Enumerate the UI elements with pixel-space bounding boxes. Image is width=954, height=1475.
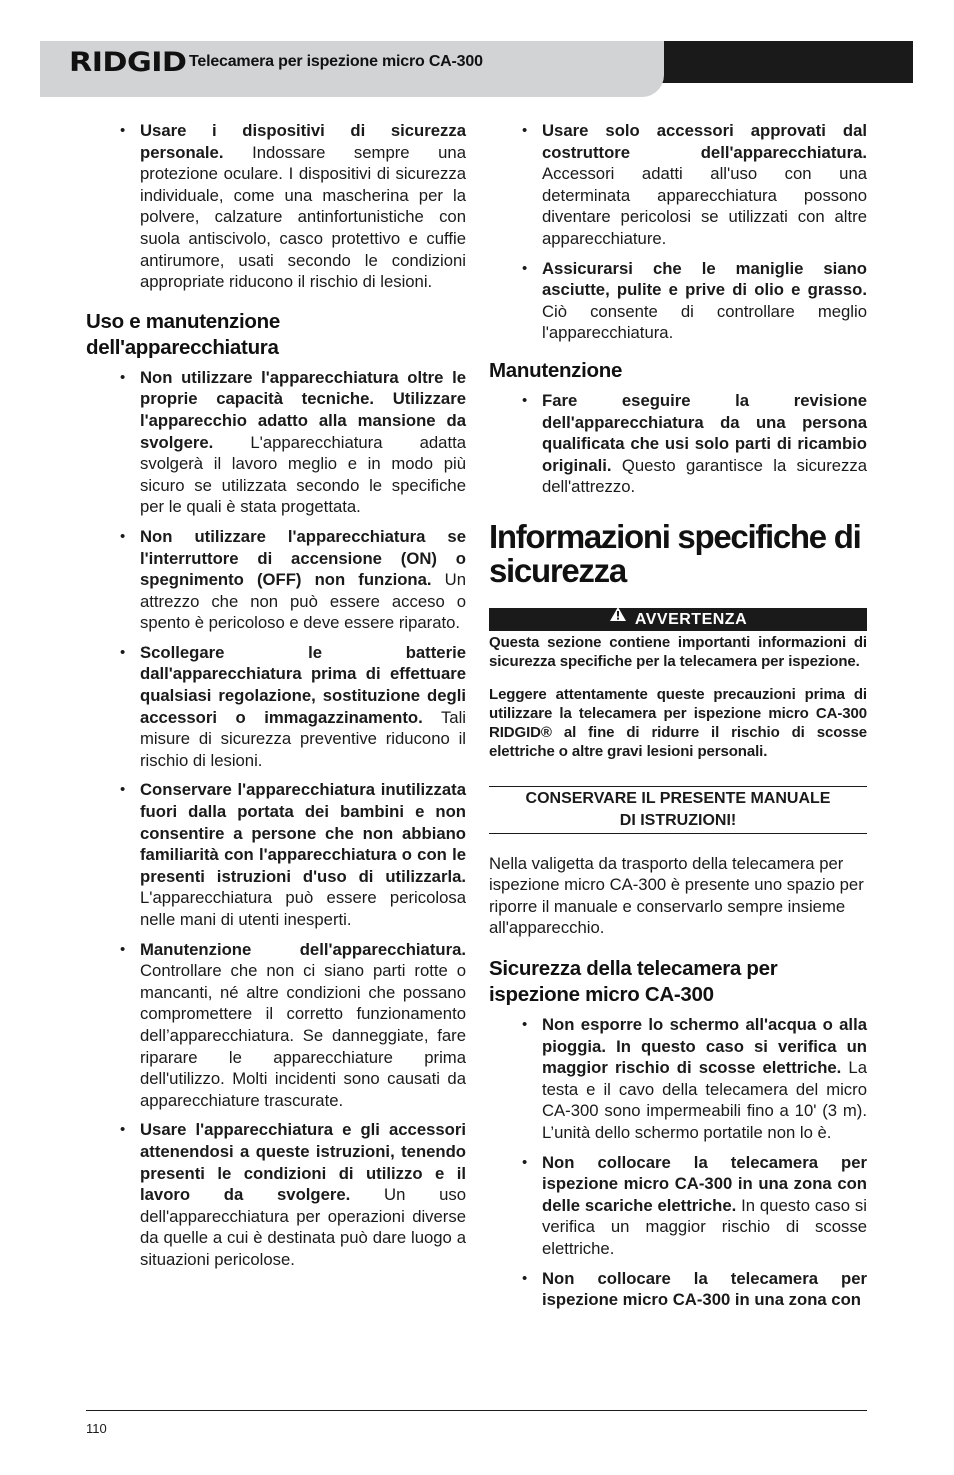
item-text: Indossare sempre una protezione oculare. I dispositivi di sicurezza individuale, come una mascherina per la polvere, calzature antinfortunistiche con suola antiscivolo, casco protettivo e cuffie antirumore, usati secondo le condizioni appropriate riducono il rischio di lesioni. [140,142,466,292]
item-bold: Usare i dispositivi di sicurezza personale. [140,121,466,162]
bullet-icon: • [522,1269,528,1287]
bullet-icon: • [522,259,528,277]
bullet-icon: • [120,368,126,386]
list-item [86,120,466,293]
item-bold: Manutenzione dell'apparecchiatura. [140,939,466,959]
item-bold: Usare l'apparecchiatura e gli accessori attenendosi a queste istruzioni, tenendo presenti le condizioni di utilizzo e il lavoro da svolgere. [140,1120,466,1205]
list-item [489,1152,867,1260]
warning-text-1: Questa sezione contiene importanti informazioni di sicurezza specifiche per la telecamera per ispezione. [489,633,867,671]
item-text: Controllare che non ci siano parti rotte o mancanti, né altre condizioni che possano compromettere il corretto funzionamento dell’apparecchiatura. Se danneggiate, fare riparare le apparecchiature prima dell'utilizzo. Molti incidenti sono causati da apparecchiature trascurate. [140,961,466,1110]
bullet-icon: • [522,122,528,139]
item-text: L'apparecchiatura adatta svolgerà il lavoro meglio e in modo più sicuro se utilizzata secondo le specifiche per le quali è stata progettata. [140,432,466,517]
item-text: Un uso dell'apparecchiatura per operazioni diverse da quelle a cui è destinata può dare luogo a situazioni pericolose. [140,1185,466,1269]
list-item [86,779,466,930]
bullet-icon: • [120,781,126,799]
item-bold: Assicurarsi che le maniglie siano asciutte, pulite e prive di olio e grasso. [542,258,867,300]
list-item [489,1268,867,1311]
list-item [86,367,466,518]
item-text: Un attrezzo che non può essere acceso o spento è pericoloso e deve essere riparato. [140,570,466,633]
bullet-icon: • [522,1153,528,1171]
list-item [489,390,867,498]
list-item [86,642,466,772]
item-bold: Non utilizzare l'apparecchiatura se l'interruttore di accensione (ON) o spegnimento (OFF) non funziona. [140,526,466,590]
list-item [86,526,466,634]
list-item [489,1014,867,1144]
warning-bar [489,608,867,631]
warning-text-2: Leggere attentamente queste precauzioni prima di utilizzare la telecamera per ispezione micro CA-300 RIDGID® al fine di ridurre il rischio di scosse elettriche o altre gravi lesioni personali. [489,685,867,761]
bullet-icon: • [522,1016,528,1034]
left-top-list [86,120,466,293]
bullet-icon: • [120,643,126,661]
item-bold: Non esporre lo schermo all'acqua o alla pioggia. In questo caso si verifica un maggior rischio di scosse elettriche. [542,1015,867,1078]
keep-manual-box [489,786,867,834]
bullet-icon: • [120,1121,126,1139]
section-heading-camera: Sicurezza della telecamera per ispezione micro CA-300 [489,957,778,1007]
item-text: Tali misure di sicurezza preventive riducono il rischio di lesioni. [140,707,466,770]
keep-manual-line-2: DI ISTRUZIONI! [619,811,737,829]
footer-divider [86,1410,867,1411]
ridgid-logo: RIDGID [69,47,187,78]
item-text: In questo caso si verifica un maggior rischio di scosse elettriche. [542,1195,867,1258]
item-text: Accessori adatti all'uso con una determinata apparecchiatura possono diventare pericolosi se utilizzati con altre apparecchiature. [542,164,867,248]
item-bold: Non utilizzare l'apparecchiatura oltre le proprie capacità tecniche. Utilizzare l'apparecchio adatto alla mansione da svolgere. [140,367,466,452]
warning-triangle-icon [609,606,627,629]
page-number: 110 [86,1421,107,1436]
list-item [86,939,466,1112]
bullet-icon: • [522,391,528,409]
item-text: La testa e il cavo della telecamera del micro CA-300 sono impermeabili fino a 10' (3 m). L’unità dello schermo portatile non lo è. [542,1058,867,1143]
list-item [86,1119,466,1270]
item-bold: Non collocare la telecamera per ispezione micro CA-300 in una zona con delle scariche elettriche. [542,1152,867,1215]
item-text: L'apparecchiatura può essere pericolosa nelle mani di utenti inesperti. [140,888,466,929]
left-usage-list [86,367,466,1271]
item-text: Ciò consente di controllare meglio l'apparecchiatura. [542,301,867,343]
page-title: Informazioni specifiche di sicurezza [489,517,861,589]
bullet-icon: • [120,122,126,139]
bullet-icon: • [120,527,126,545]
item-bold: Usare solo accessori approvati dal costruttore dell'apparecchiatura. [542,121,867,162]
item-bold: Conservare l'apparecchiatura inutilizzata fuori dalla portata dei bambini e non consentire a persone che non abbiano familiarità con l'apparecchiatura o con le presenti istruzioni d'uso di utilizzarla. [140,780,466,886]
case-paragraph: Nella valigetta da trasporto della telecamera per ispezione micro CA-300 è presente uno spazio per riporre il manuale e conservarlo sempre insieme all'apparecchio. [489,853,864,938]
header-title: Telecamera per ispezione micro CA-300 [189,53,483,70]
section-heading-uso: Uso e manutenzione dell'apparecchiatura [86,309,280,359]
item-bold: Scollegare le batterie dall'apparecchiatura prima di effettuare qualsiasi regolazione, sostituzione degli accessori o immagazzinamento. [140,642,466,727]
section-heading-manutenzione: Manutenzione [489,358,623,382]
item-text: Questo garantisce la sicurezza dell'attrezzo. [542,455,867,497]
camera-safety-list [489,1014,867,1311]
right-top-list [489,120,867,344]
bullet-icon: • [120,940,126,958]
item-bold: Non collocare la telecamera per ispezione micro CA-300 in una zona con [542,1268,867,1310]
item-bold: Fare eseguire la revisione dell'apparecchiatura da una persona qualificata che usi solo parti di ricambio originali. [542,390,867,475]
keep-manual-line-1: CONSERVARE IL PRESENTE MANUALE [525,789,831,807]
maintenance-list [489,390,867,498]
list-item [489,258,867,344]
warning-label: AVVERTENZA [634,610,748,628]
left-column [86,120,466,1279]
right-column [489,120,867,1319]
list-item [489,120,867,250]
